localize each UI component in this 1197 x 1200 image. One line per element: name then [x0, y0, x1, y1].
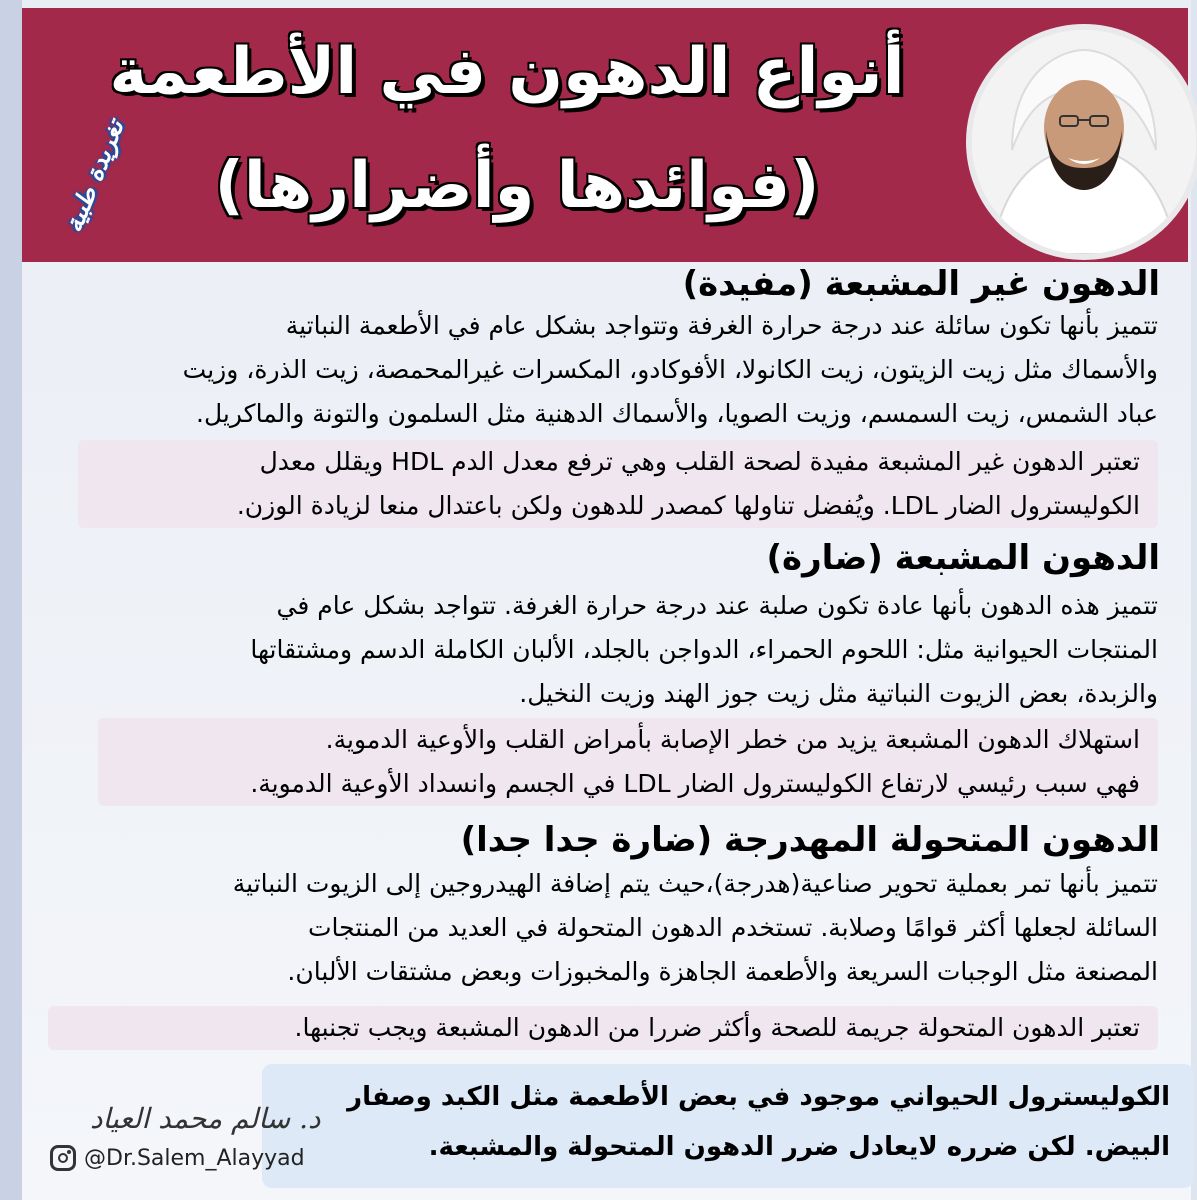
section-body-trans	[38, 862, 1158, 994]
highlight-line: تعتبر الدهون غير المشبعة مفيدة لصحة القلب وهي ترفع معدل الدم HDL ويقلل معدل	[259, 447, 1140, 476]
page-title: أنواع الدهون في الأطعمة	[109, 35, 905, 109]
highlight-box	[98, 718, 1158, 806]
highlight-box	[78, 440, 1158, 528]
page-subtitle: (فوائدها وأضرارها)	[214, 149, 820, 223]
content	[22, 262, 1188, 1200]
note-line: البيض. لكن ضرره لايعادل ضرر الدهون المتحولة والمشبعة.	[428, 1132, 1170, 1162]
section-heading-unsaturated: الدهون غير المشبعة (مفيدة)	[682, 264, 1160, 304]
section-heading-saturated: الدهون المشبعة (ضارة)	[766, 538, 1160, 578]
section-body-unsaturated	[38, 304, 1158, 436]
highlight-line: تعتبر الدهون المتحولة جريمة للصحة وأكثر ضررا من الدهون المشبعة ويجب تجنبها.	[294, 1013, 1140, 1042]
signature	[50, 1102, 350, 1171]
avatar	[966, 24, 1197, 260]
side-tag: تغريدة طبية	[58, 115, 130, 237]
social-handle[interactable]	[50, 1145, 350, 1171]
instagram-icon	[50, 1145, 76, 1171]
body-line: عباد الشمس، زيت السمسم، وزيت الصويا، والأسماك الدهنية مثل السلمون والتونة والماكريل.	[196, 399, 1158, 428]
handle-text: @Dr.Salem_Alayyad	[84, 1145, 305, 1171]
body-line: المصنعة مثل الوجبات السريعة والأطعمة الجاهزة والمخبوزات وبعض مشتقات الألبان.	[287, 957, 1158, 986]
cholesterol-note	[262, 1064, 1194, 1188]
header-banner	[22, 8, 1188, 262]
body-line: تتميز هذه الدهون بأنها عادة تكون صلبة عند درجة حرارة الغرفة. تتواجد بشكل عام في	[276, 591, 1158, 620]
body-line: تتميز بأنها تمر بعملية تحوير صناعية(هدرجة)،حيث يتم إضافة الهيدروجين إلى الزيوت النباتية	[232, 869, 1158, 898]
body-line: والأسماك مثل زيت الزيتون، زيت الكانولا، الأفوكادو، المكسرات غيرالمحمصة، زيت الذرة، وزيت	[182, 355, 1158, 384]
body-line: والزبدة، بعض الزيوت النباتية مثل زيت جوز الهند وزيت النخيل.	[519, 679, 1158, 708]
highlight-line: استهلاك الدهون المشبعة يزيد من خطر الإصابة بأمراض القلب والأوعية الدموية.	[325, 725, 1140, 754]
note-line: الكوليسترول الحيواني موجود في بعض الأطعمة مثل الكبد وصفار	[347, 1082, 1170, 1112]
avatar-photo-icon	[972, 30, 1196, 254]
signature-name: د. سالم محمد العياد	[90, 1102, 321, 1135]
body-line: السائلة لجعلها أكثر قوامًا وصلابة. تستخدم الدهون المتحولة في العديد من المنتجات	[307, 913, 1158, 942]
section-heading-trans: الدهون المتحولة المهدرجة (ضارة جدا جدا)	[460, 820, 1160, 860]
highlight-box	[48, 1006, 1158, 1050]
body-line: المنتجات الحيوانية مثل: اللحوم الحمراء، الدواجن بالجلد، الألبان الكاملة الدسم ومشتقاتها	[250, 635, 1158, 664]
section-body-saturated	[38, 584, 1158, 716]
highlight-line: الكوليسترول الضار LDL. ويُفضل تناولها كمصدر للدهون ولكن باعتدال منعا لزيادة الوزن.	[236, 491, 1140, 520]
body-line: تتميز بأنها تكون سائلة عند درجة حرارة الغرفة وتتواجد بشكل عام في الأطعمة النباتية	[285, 311, 1158, 340]
highlight-line: فهي سبب رئيسي لارتفاع الكوليسترول الضار LDL في الجسم وانسداد الأوعية الدموية.	[250, 769, 1140, 798]
